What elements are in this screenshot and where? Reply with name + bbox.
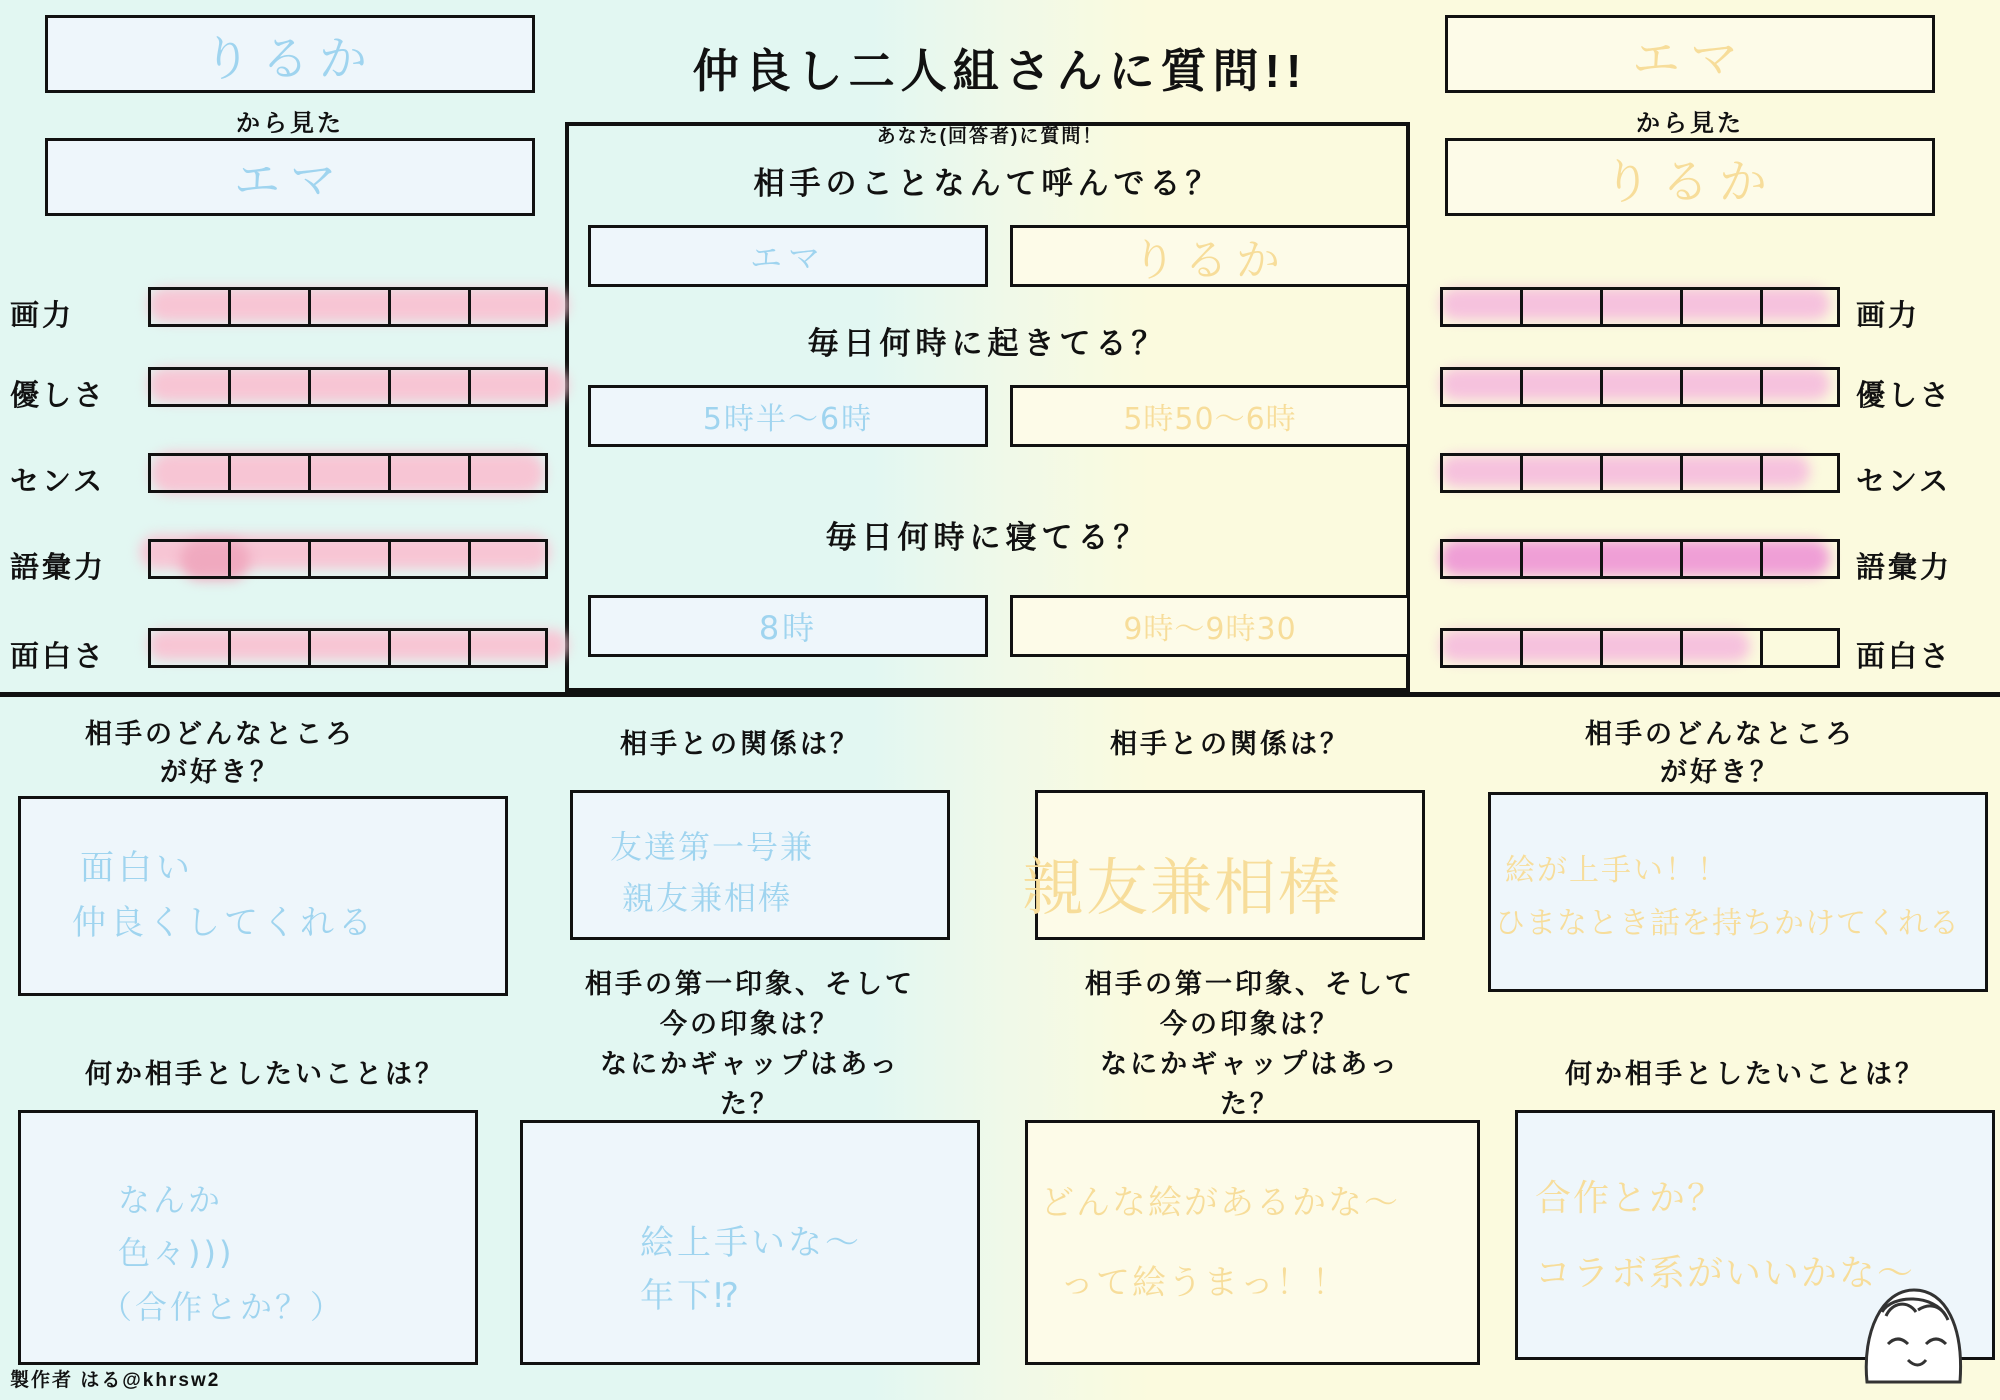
center-subtitle: あなた(回答者)に質問！ bbox=[876, 125, 1104, 147]
a-want-left-line3: （合作とか？） bbox=[100, 1288, 346, 1326]
center-answer-left-3-text: 8時 bbox=[758, 609, 818, 647]
center-answer-left-1-text: エマ bbox=[749, 239, 826, 277]
q-impression-left-l4: た？ bbox=[720, 1089, 780, 1119]
page-title: 仲良し二人組さんに質問!! bbox=[692, 45, 1308, 97]
a-relation-right-text: 親友兼相棒 bbox=[1022, 851, 1343, 924]
right-stat-bar-1 bbox=[1440, 287, 1840, 327]
a-want-left-line1: なんか bbox=[118, 1181, 224, 1219]
left-target-name: エマ bbox=[234, 153, 346, 207]
q-relation-right: 相手との関係は？ bbox=[1110, 729, 1350, 759]
left-owner-name: りるか bbox=[202, 30, 377, 87]
center-answer-left-2-text: 5時半〜6時 bbox=[702, 402, 874, 437]
q-relation-left: 相手との関係は？ bbox=[620, 729, 860, 759]
center-question-1: 相手のことなんて呼んでる？ bbox=[753, 166, 1222, 201]
center-answer-right-1-text: りるか bbox=[1132, 235, 1288, 286]
right-stat-bar-3 bbox=[1440, 453, 1840, 493]
left-stat-label-3: センス bbox=[10, 466, 106, 498]
a-like-right-box bbox=[1488, 792, 1988, 992]
right-stat-label-2: 優しさ bbox=[1856, 380, 1953, 412]
q-impression-right-l1: 相手の第一印象、そして bbox=[1085, 969, 1415, 999]
left-stat-label-5: 面白さ bbox=[10, 641, 107, 673]
right-stat-bar-2 bbox=[1440, 367, 1840, 407]
center-question-2: 毎日何時に起きてる？ bbox=[807, 326, 1168, 361]
left-stat-bar-3 bbox=[148, 453, 548, 493]
left-stat-label-4: 語彙力 bbox=[10, 552, 107, 584]
q-like-left-line1: 相手のどんなところ bbox=[85, 719, 355, 749]
left-stat-bar-5 bbox=[148, 628, 548, 668]
left-stat-bar-2 bbox=[148, 367, 548, 407]
a-like-right-line2: ひまなとき話を持ちかけてくれる bbox=[1495, 906, 1960, 941]
q-impression-right-l4: た？ bbox=[1220, 1089, 1280, 1119]
left-stat-label-2: 優しさ bbox=[10, 380, 107, 412]
a-relation-left-line1: 友達第一号兼 bbox=[610, 828, 815, 866]
right-from-label: から見た bbox=[1636, 110, 1744, 137]
a-impression-left-line2: 年下⁉ bbox=[640, 1276, 742, 1316]
right-target-name: りるか bbox=[1602, 153, 1777, 210]
right-stat-label-5: 面白さ bbox=[1856, 641, 1953, 673]
a-like-left-line2: 仲良くしてくれる bbox=[72, 903, 376, 943]
right-stat-label-3: センス bbox=[1856, 466, 1952, 498]
q-impression-right-l3: なにかギャップはあっ bbox=[1100, 1049, 1400, 1079]
left-stat-bar-4 bbox=[148, 539, 548, 579]
q-impression-left-l3: なにかギャップはあっ bbox=[600, 1049, 900, 1079]
q-impression-left-l2: 今の印象は？ bbox=[660, 1009, 840, 1039]
q-want-left: 何か相手としたいことは？ bbox=[85, 1059, 445, 1089]
right-owner-name: エマ bbox=[1631, 30, 1748, 87]
a-want-right-line2: コラボ系がいいかな〜 bbox=[1535, 1253, 1916, 1294]
q-like-right-line1: 相手のどんなところ bbox=[1585, 719, 1855, 749]
center-answer-right-2-text: 5時50〜6時 bbox=[1123, 402, 1297, 437]
left-stat-label-1: 画力 bbox=[10, 300, 75, 332]
doodle-face-icon bbox=[1842, 1272, 1982, 1392]
left-stat-bar-1 bbox=[148, 287, 548, 327]
center-answer-right-3-text: 9時〜9時30 bbox=[1123, 612, 1297, 647]
a-relation-left-line2: 親友兼相棒 bbox=[622, 879, 793, 917]
a-impression-right-line2: って絵うまっ！！ bbox=[1060, 1263, 1348, 1303]
a-impression-right-box bbox=[1025, 1120, 1480, 1365]
a-like-left-line1: 面白い bbox=[80, 848, 194, 888]
a-like-right-line1: 絵が上手い！！ bbox=[1505, 853, 1729, 888]
q-impression-left-l1: 相手の第一印象、そして bbox=[585, 969, 915, 999]
q-like-right-line2: が好き？ bbox=[1660, 757, 1780, 787]
a-want-left-line2: 色々))) bbox=[118, 1234, 235, 1272]
left-from-label: から見た bbox=[236, 110, 344, 137]
a-want-right-line1: 合作とか？ bbox=[1535, 1178, 1726, 1219]
credit-text: 製作者 はる@khrsw2 bbox=[10, 1370, 221, 1391]
center-question-3: 毎日何時に寝てる？ bbox=[825, 520, 1150, 555]
right-stat-bar-5 bbox=[1440, 628, 1840, 668]
right-stat-bar-4 bbox=[1440, 539, 1840, 579]
a-impression-right-line1: どんな絵があるかな〜 bbox=[1040, 1183, 1400, 1223]
q-want-right: 何か相手としたいことは？ bbox=[1565, 1059, 1925, 1089]
section-divider bbox=[0, 692, 2000, 697]
right-stat-label-1: 画力 bbox=[1856, 300, 1921, 332]
q-impression-right-l2: 今の印象は？ bbox=[1160, 1009, 1340, 1039]
a-impression-left-line1: 絵上手いな〜 bbox=[640, 1223, 862, 1263]
q-like-left-line2: が好き？ bbox=[160, 757, 280, 787]
right-stat-label-4: 語彙力 bbox=[1856, 552, 1953, 584]
